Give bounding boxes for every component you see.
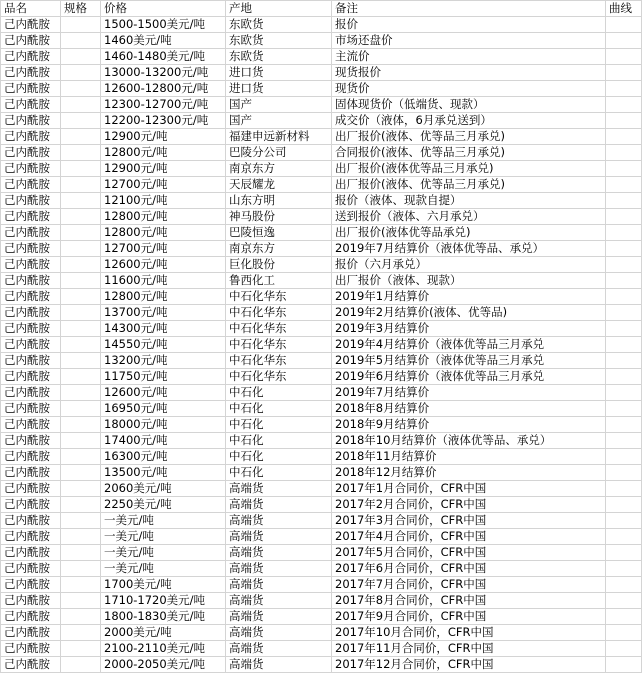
- curve-cell[interactable]: [606, 417, 642, 433]
- name-cell[interactable]: 己内酰胺: [1, 81, 61, 97]
- table-row: [1, 129, 642, 145]
- spec-cell[interactable]: [61, 97, 101, 113]
- price-cell[interactable]: 2250美元/吨: [101, 497, 226, 513]
- curve-cell[interactable]: [606, 385, 642, 401]
- origin-cell[interactable]: 高端货: [226, 641, 332, 657]
- name-cell[interactable]: 己内酰胺: [1, 513, 61, 529]
- table-row: [1, 641, 642, 657]
- origin-cell[interactable]: 中石化华东: [226, 321, 332, 337]
- origin-cell[interactable]: 高端货: [226, 497, 332, 513]
- note-cell[interactable]: 主流价: [332, 49, 606, 65]
- spec-cell[interactable]: [61, 209, 101, 225]
- spec-cell[interactable]: [61, 353, 101, 369]
- table-row: [1, 209, 642, 225]
- table-row: [1, 465, 642, 481]
- spec-cell[interactable]: [61, 337, 101, 353]
- header-name-cell[interactable]: 品名: [1, 1, 61, 17]
- origin-cell[interactable]: 鲁西化工: [226, 273, 332, 289]
- note-cell[interactable]: 2019年4月结算价（液体优等品三月承兑: [332, 337, 606, 353]
- price-cell[interactable]: 17400元/吨: [101, 433, 226, 449]
- origin-cell[interactable]: 高端货: [226, 593, 332, 609]
- note-cell[interactable]: 市场还盘价: [332, 33, 606, 49]
- note-cell[interactable]: 2018年9月结算价: [332, 417, 606, 433]
- origin-cell[interactable]: 山东方明: [226, 193, 332, 209]
- price-cell[interactable]: 11600元/吨: [101, 273, 226, 289]
- name-cell[interactable]: 己内酰胺: [1, 497, 61, 513]
- table-row: [1, 497, 642, 513]
- spec-cell[interactable]: [61, 497, 101, 513]
- spec-cell[interactable]: [61, 257, 101, 273]
- name-cell[interactable]: 己内酰胺: [1, 641, 61, 657]
- name-cell[interactable]: 己内酰胺: [1, 177, 61, 193]
- spec-cell[interactable]: [61, 369, 101, 385]
- curve-cell[interactable]: [606, 225, 642, 241]
- spec-cell[interactable]: [61, 513, 101, 529]
- table-row: [1, 449, 642, 465]
- table-row: [1, 625, 642, 641]
- spec-cell[interactable]: [61, 225, 101, 241]
- origin-cell[interactable]: 高端货: [226, 657, 332, 673]
- spec-cell[interactable]: [61, 49, 101, 65]
- note-cell[interactable]: 2017年2月合同价，CFR中国: [332, 497, 606, 513]
- origin-cell[interactable]: 中石化: [226, 385, 332, 401]
- table-row: [1, 577, 642, 593]
- origin-cell[interactable]: 高端货: [226, 513, 332, 529]
- curve-cell[interactable]: [606, 625, 642, 641]
- origin-cell[interactable]: 巴陵恒逸: [226, 225, 332, 241]
- note-cell[interactable]: 出厂报价(液体优等品三月承兑): [332, 161, 606, 177]
- note-cell[interactable]: 2017年5月合同价，CFR中国: [332, 545, 606, 561]
- curve-cell[interactable]: [606, 161, 642, 177]
- note-cell[interactable]: 报价（液体、现款自提）: [332, 193, 606, 209]
- origin-cell[interactable]: 巨化股份: [226, 257, 332, 273]
- curve-cell[interactable]: [606, 97, 642, 113]
- origin-cell[interactable]: 高端货: [226, 625, 332, 641]
- note-cell[interactable]: 2017年12月合同价，CFR中国: [332, 657, 606, 673]
- note-cell[interactable]: 2017年9月合同价，CFR中国: [332, 609, 606, 625]
- spec-cell[interactable]: [61, 65, 101, 81]
- curve-cell[interactable]: [606, 609, 642, 625]
- price-cell[interactable]: 12800元/吨: [101, 225, 226, 241]
- table-row: [1, 529, 642, 545]
- price-cell[interactable]: 12600元/吨: [101, 257, 226, 273]
- table-row: [1, 97, 642, 113]
- name-cell[interactable]: 己内酰胺: [1, 625, 61, 641]
- curve-cell[interactable]: [606, 65, 642, 81]
- table-row: [1, 593, 642, 609]
- table-row: [1, 321, 642, 337]
- origin-cell[interactable]: 中石化华东: [226, 289, 332, 305]
- curve-cell[interactable]: [606, 81, 642, 97]
- curve-cell[interactable]: [606, 449, 642, 465]
- curve-cell[interactable]: [606, 321, 642, 337]
- origin-cell[interactable]: 高端货: [226, 561, 332, 577]
- table-row: [1, 65, 642, 81]
- price-cell[interactable]: 1710-1720美元/吨: [101, 593, 226, 609]
- table-row: [1, 273, 642, 289]
- spec-cell[interactable]: [61, 545, 101, 561]
- note-cell[interactable]: 成交价（液体，6月承兑送到）: [332, 113, 606, 129]
- name-cell[interactable]: 己内酰胺: [1, 593, 61, 609]
- header-price-cell[interactable]: 价格: [101, 1, 226, 17]
- spec-cell[interactable]: [61, 289, 101, 305]
- table-row: [1, 353, 642, 369]
- name-cell[interactable]: 己内酰胺: [1, 433, 61, 449]
- price-cell[interactable]: 一美元/吨: [101, 561, 226, 577]
- price-cell[interactable]: 14300元/吨: [101, 321, 226, 337]
- spec-cell[interactable]: [61, 609, 101, 625]
- curve-cell[interactable]: [606, 657, 642, 673]
- note-cell[interactable]: 现货报价: [332, 65, 606, 81]
- price-cell[interactable]: 一美元/吨: [101, 513, 226, 529]
- note-cell[interactable]: 2019年6月结算价（液体优等品三月承兑: [332, 369, 606, 385]
- name-cell[interactable]: 己内酰胺: [1, 193, 61, 209]
- curve-cell[interactable]: [606, 241, 642, 257]
- price-table-body: [1, 1, 642, 673]
- header-spec-cell[interactable]: 规格: [61, 1, 101, 17]
- note-cell[interactable]: 2018年10月结算价（液体优等品、承兑）: [332, 433, 606, 449]
- origin-cell[interactable]: 中石化: [226, 417, 332, 433]
- origin-cell[interactable]: 南京东方: [226, 241, 332, 257]
- origin-cell[interactable]: 巴陵分公司: [226, 145, 332, 161]
- note-cell[interactable]: 2019年7月结算价: [332, 385, 606, 401]
- spec-cell[interactable]: [61, 401, 101, 417]
- name-cell[interactable]: 己内酰胺: [1, 561, 61, 577]
- price-cell[interactable]: 12700元/吨: [101, 241, 226, 257]
- spec-cell[interactable]: [61, 561, 101, 577]
- spec-cell[interactable]: [61, 529, 101, 545]
- price-cell[interactable]: 12800元/吨: [101, 145, 226, 161]
- table-row: [1, 385, 642, 401]
- price-cell[interactable]: 2100-2110美元/吨: [101, 641, 226, 657]
- spec-cell[interactable]: [61, 593, 101, 609]
- curve-cell[interactable]: [606, 481, 642, 497]
- table-row: [1, 257, 642, 273]
- spec-cell[interactable]: [61, 305, 101, 321]
- curve-cell[interactable]: [606, 577, 642, 593]
- name-cell[interactable]: 己内酰胺: [1, 577, 61, 593]
- price-cell[interactable]: 1700美元/吨: [101, 577, 226, 593]
- curve-cell[interactable]: [606, 129, 642, 145]
- note-cell[interactable]: 2018年12月结算价: [332, 465, 606, 481]
- curve-cell[interactable]: [606, 497, 642, 513]
- note-cell[interactable]: 出厂报价(液体优等品承兑): [332, 225, 606, 241]
- table-row: [1, 81, 642, 97]
- note-cell[interactable]: 2018年11月结算价: [332, 449, 606, 465]
- price-cell[interactable]: 一美元/吨: [101, 545, 226, 561]
- name-cell[interactable]: 己内酰胺: [1, 113, 61, 129]
- curve-cell[interactable]: [606, 401, 642, 417]
- spec-cell[interactable]: [61, 17, 101, 33]
- name-cell[interactable]: 己内酰胺: [1, 449, 61, 465]
- origin-cell[interactable]: 高端货: [226, 529, 332, 545]
- spec-cell[interactable]: [61, 129, 101, 145]
- note-cell[interactable]: 2017年11月合同价，CFR中国: [332, 641, 606, 657]
- note-cell[interactable]: 2017年7月合同价，CFR中国: [332, 577, 606, 593]
- name-cell[interactable]: 己内酰胺: [1, 529, 61, 545]
- spec-cell[interactable]: [61, 145, 101, 161]
- table-row: [1, 113, 642, 129]
- price-cell[interactable]: 11750元/吨: [101, 369, 226, 385]
- origin-cell[interactable]: 中石化华东: [226, 369, 332, 385]
- price-cell[interactable]: 12900元/吨: [101, 129, 226, 145]
- price-cell[interactable]: 1460-1480美元/吨: [101, 49, 226, 65]
- spec-cell[interactable]: [61, 81, 101, 97]
- origin-cell[interactable]: 福建申远新材料: [226, 129, 332, 145]
- name-cell[interactable]: 己内酰胺: [1, 273, 61, 289]
- table-row: [1, 241, 642, 257]
- note-cell[interactable]: 报价（六月承兑）: [332, 257, 606, 273]
- origin-cell[interactable]: 高端货: [226, 609, 332, 625]
- origin-cell[interactable]: 神马股份: [226, 209, 332, 225]
- name-cell[interactable]: 己内酰胺: [1, 241, 61, 257]
- price-cell[interactable]: 13700元/吨: [101, 305, 226, 321]
- price-cell[interactable]: 12700元/吨: [101, 177, 226, 193]
- name-cell[interactable]: 己内酰胺: [1, 353, 61, 369]
- table-row: [1, 145, 642, 161]
- name-cell[interactable]: 己内酰胺: [1, 209, 61, 225]
- curve-cell[interactable]: [606, 561, 642, 577]
- origin-cell[interactable]: 南京东方: [226, 161, 332, 177]
- note-cell[interactable]: 2017年6月合同价，CFR中国: [332, 561, 606, 577]
- name-cell[interactable]: 己内酰胺: [1, 321, 61, 337]
- note-cell[interactable]: 2017年4月合同价，CFR中国: [332, 529, 606, 545]
- origin-cell[interactable]: 东欧货: [226, 17, 332, 33]
- price-cell[interactable]: 2060美元/吨: [101, 481, 226, 497]
- curve-cell[interactable]: [606, 177, 642, 193]
- price-cell[interactable]: 16950元/吨: [101, 401, 226, 417]
- price-cell[interactable]: 一美元/吨: [101, 529, 226, 545]
- note-cell[interactable]: 出厂报价(液体、优等品三月承兑): [332, 177, 606, 193]
- note-cell[interactable]: 报价: [332, 17, 606, 33]
- table-row: [1, 17, 642, 33]
- curve-cell[interactable]: [606, 305, 642, 321]
- name-cell[interactable]: 己内酰胺: [1, 481, 61, 497]
- spec-cell[interactable]: [61, 641, 101, 657]
- curve-cell[interactable]: [606, 17, 642, 33]
- price-cell[interactable]: 12100元/吨: [101, 193, 226, 209]
- note-cell[interactable]: 2017年10月合同价，CFR中国: [332, 625, 606, 641]
- curve-cell[interactable]: [606, 49, 642, 65]
- spec-cell[interactable]: [61, 273, 101, 289]
- name-cell[interactable]: 己内酰胺: [1, 65, 61, 81]
- origin-cell[interactable]: 高端货: [226, 481, 332, 497]
- spec-cell[interactable]: [61, 481, 101, 497]
- name-cell[interactable]: 己内酰胺: [1, 609, 61, 625]
- origin-cell[interactable]: 高端货: [226, 577, 332, 593]
- name-cell[interactable]: 己内酰胺: [1, 417, 61, 433]
- curve-cell[interactable]: [606, 593, 642, 609]
- table-row: [1, 433, 642, 449]
- spec-cell[interactable]: [61, 449, 101, 465]
- curve-cell[interactable]: [606, 289, 642, 305]
- name-cell[interactable]: 己内酰胺: [1, 97, 61, 113]
- note-cell[interactable]: 2018年8月结算价: [332, 401, 606, 417]
- curve-cell[interactable]: [606, 545, 642, 561]
- price-cell[interactable]: 2000-2050美元/吨: [101, 657, 226, 673]
- name-cell[interactable]: 己内酰胺: [1, 129, 61, 145]
- origin-cell[interactable]: 国产: [226, 97, 332, 113]
- curve-cell[interactable]: [606, 33, 642, 49]
- table-row: [1, 417, 642, 433]
- price-cell[interactable]: 12800元/吨: [101, 289, 226, 305]
- note-cell[interactable]: 2019年1月结算价: [332, 289, 606, 305]
- spec-cell[interactable]: [61, 657, 101, 673]
- name-cell[interactable]: 己内酰胺: [1, 385, 61, 401]
- name-cell[interactable]: 己内酰胺: [1, 657, 61, 673]
- curve-cell[interactable]: [606, 113, 642, 129]
- curve-cell[interactable]: [606, 209, 642, 225]
- spec-cell[interactable]: [61, 577, 101, 593]
- note-cell[interactable]: 2017年1月合同价，CFR中国: [332, 481, 606, 497]
- price-cell[interactable]: 18000元/吨: [101, 417, 226, 433]
- name-cell[interactable]: 己内酰胺: [1, 289, 61, 305]
- spec-cell[interactable]: [61, 417, 101, 433]
- origin-cell[interactable]: 进口货: [226, 81, 332, 97]
- curve-cell[interactable]: [606, 641, 642, 657]
- name-cell[interactable]: 己内酰胺: [1, 465, 61, 481]
- note-cell[interactable]: 2019年2月结算价(液体、优等品): [332, 305, 606, 321]
- price-cell[interactable]: 13500元/吨: [101, 465, 226, 481]
- table-row: [1, 609, 642, 625]
- spec-cell[interactable]: [61, 321, 101, 337]
- name-cell[interactable]: 己内酰胺: [1, 545, 61, 561]
- note-cell[interactable]: 固体现货价（低端货、现款）: [332, 97, 606, 113]
- table-row: [1, 657, 642, 673]
- curve-cell[interactable]: [606, 337, 642, 353]
- name-cell[interactable]: 己内酰胺: [1, 257, 61, 273]
- origin-cell[interactable]: 中石化: [226, 449, 332, 465]
- note-cell[interactable]: 出厂报价（液体、现款）: [332, 273, 606, 289]
- origin-cell[interactable]: 国产: [226, 113, 332, 129]
- price-cell[interactable]: 13200元/吨: [101, 353, 226, 369]
- price-cell[interactable]: 12600元/吨: [101, 385, 226, 401]
- price-cell[interactable]: 12800元/吨: [101, 209, 226, 225]
- table-row: [1, 225, 642, 241]
- name-cell[interactable]: 己内酰胺: [1, 225, 61, 241]
- note-cell[interactable]: 现货价: [332, 81, 606, 97]
- spec-cell[interactable]: [61, 177, 101, 193]
- spec-cell[interactable]: [61, 241, 101, 257]
- origin-cell[interactable]: 高端货: [226, 545, 332, 561]
- table-row: [1, 561, 642, 577]
- note-cell[interactable]: 送到报价（液体、六月承兑）: [332, 209, 606, 225]
- price-cell[interactable]: 12600-12800元/吨: [101, 81, 226, 97]
- curve-cell[interactable]: [606, 529, 642, 545]
- price-cell[interactable]: 2000美元/吨: [101, 625, 226, 641]
- table-row: [1, 337, 642, 353]
- curve-cell[interactable]: [606, 513, 642, 529]
- origin-cell[interactable]: 东欧货: [226, 49, 332, 65]
- header-note-cell[interactable]: 备注: [332, 1, 606, 17]
- curve-cell[interactable]: [606, 273, 642, 289]
- origin-cell[interactable]: 中石化: [226, 433, 332, 449]
- origin-cell[interactable]: 天辰耀龙: [226, 177, 332, 193]
- spec-cell[interactable]: [61, 625, 101, 641]
- table-row: [1, 545, 642, 561]
- header-origin-cell[interactable]: 产地: [226, 1, 332, 17]
- spec-cell[interactable]: [61, 433, 101, 449]
- table-row: [1, 289, 642, 305]
- table-row: [1, 49, 642, 65]
- price-cell[interactable]: 16300元/吨: [101, 449, 226, 465]
- spec-cell[interactable]: [61, 465, 101, 481]
- curve-cell[interactable]: [606, 433, 642, 449]
- table-row: [1, 193, 642, 209]
- spec-cell[interactable]: [61, 161, 101, 177]
- price-cell[interactable]: 12900元/吨: [101, 161, 226, 177]
- note-cell[interactable]: 2017年8月合同价，CFR中国: [332, 593, 606, 609]
- origin-cell[interactable]: 中石化华东: [226, 353, 332, 369]
- origin-cell[interactable]: 进口货: [226, 65, 332, 81]
- table-row: [1, 369, 642, 385]
- name-cell[interactable]: 己内酰胺: [1, 401, 61, 417]
- name-cell[interactable]: 己内酰胺: [1, 49, 61, 65]
- spec-cell[interactable]: [61, 385, 101, 401]
- curve-cell[interactable]: [606, 193, 642, 209]
- price-cell[interactable]: 1500-1500美元/吨: [101, 17, 226, 33]
- note-cell[interactable]: 2019年5月结算价（液体优等品三月承兑: [332, 353, 606, 369]
- price-cell[interactable]: 12200-12300元/吨: [101, 113, 226, 129]
- note-cell[interactable]: 出厂报价(液体、优等品三月承兑): [332, 129, 606, 145]
- price-cell[interactable]: 14550元/吨: [101, 337, 226, 353]
- origin-cell[interactable]: 中石化华东: [226, 305, 332, 321]
- price-cell[interactable]: 1460美元/吨: [101, 33, 226, 49]
- price-cell[interactable]: 1800-1830美元/吨: [101, 609, 226, 625]
- spec-cell[interactable]: [61, 113, 101, 129]
- table-row: [1, 33, 642, 49]
- curve-cell[interactable]: [606, 257, 642, 273]
- note-cell[interactable]: 2019年3月结算价: [332, 321, 606, 337]
- origin-cell[interactable]: 中石化: [226, 465, 332, 481]
- table-row: [1, 401, 642, 417]
- header-curve-cell[interactable]: 曲线: [606, 1, 642, 17]
- table-row: [1, 305, 642, 321]
- curve-cell[interactable]: [606, 369, 642, 385]
- name-cell[interactable]: 己内酰胺: [1, 369, 61, 385]
- name-cell[interactable]: 己内酰胺: [1, 305, 61, 321]
- origin-cell[interactable]: 中石化华东: [226, 337, 332, 353]
- price-cell[interactable]: 12300-12700元/吨: [101, 97, 226, 113]
- origin-cell[interactable]: 东欧货: [226, 33, 332, 49]
- spec-cell[interactable]: [61, 33, 101, 49]
- name-cell[interactable]: 己内酰胺: [1, 145, 61, 161]
- curve-cell[interactable]: [606, 353, 642, 369]
- spec-cell[interactable]: [61, 193, 101, 209]
- name-cell[interactable]: 己内酰胺: [1, 33, 61, 49]
- curve-cell[interactable]: [606, 465, 642, 481]
- table-row: [1, 177, 642, 193]
- price-cell[interactable]: 13000-13200元/吨: [101, 65, 226, 81]
- table-row: [1, 481, 642, 497]
- name-cell[interactable]: 己内酰胺: [1, 17, 61, 33]
- header-row: [1, 1, 642, 17]
- name-cell[interactable]: 己内酰胺: [1, 161, 61, 177]
- note-cell[interactable]: 2017年3月合同价，CFR中国: [332, 513, 606, 529]
- name-cell[interactable]: 己内酰胺: [1, 337, 61, 353]
- origin-cell[interactable]: 中石化: [226, 401, 332, 417]
- table-row: [1, 513, 642, 529]
- note-cell[interactable]: 2019年7月结算价（液体优等品、承兑）: [332, 241, 606, 257]
- note-cell[interactable]: 合同报价(液体、优等品三月承兑): [332, 145, 606, 161]
- table-row: [1, 161, 642, 177]
- curve-cell[interactable]: [606, 145, 642, 161]
